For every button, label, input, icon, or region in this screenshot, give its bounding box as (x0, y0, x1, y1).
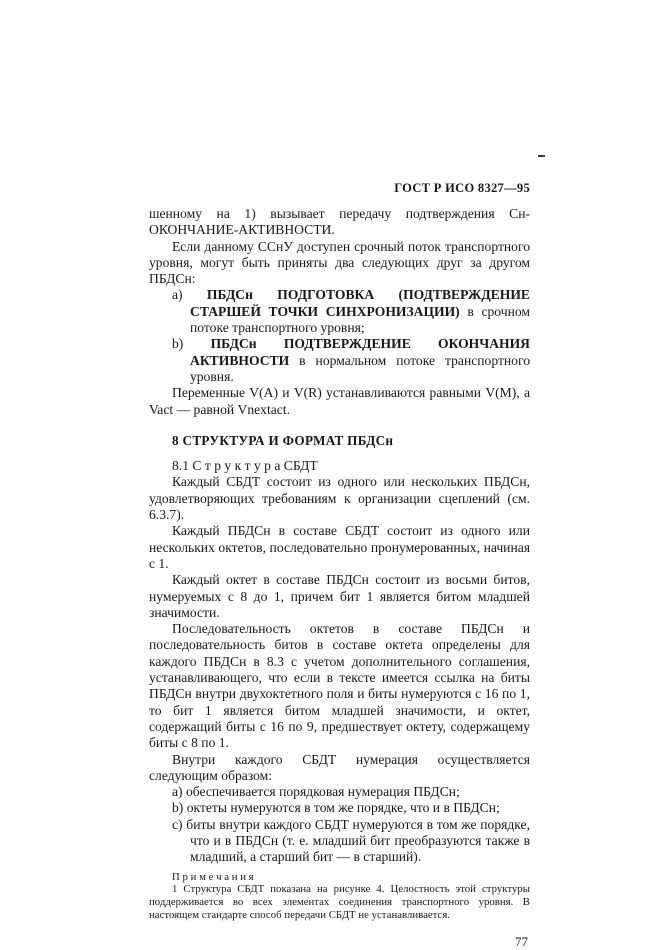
paragraph-sbdt-composition: Каждый СБДТ состоит из одного или нескольких ПБДСн, удовлетворяющих требованиям к организации сцеплений (см. 6.3.7). (149, 474, 530, 523)
paragraph-octet-bits: Каждый октет в составе ПБДСн состоит из восьми битов, нумеруемых с 8 до 1, причем бит 1 является битом младшей значимости. (149, 572, 530, 620)
paragraph-urgent-flow-intro: Если данному ССнУ доступен срочный поток транспортного уровня, могут быть приняты два следующих друг за другом ПБДСн: (149, 238, 530, 287)
subsection-heading-8-1: 8.1 С т р у к т у р а СБДТ (172, 458, 318, 474)
list-item-a (149, 287, 530, 336)
paragraph-continuation: шенному на 1) вызывает передачу подтверждения Сн-ОКОНЧАНИЕ-АКТИВНОСТИ. (149, 206, 530, 238)
list-item-text: биты внутри каждого СБДТ нумеруются в том же порядке, что и в ПБДСн (т. е. младший бит преобразуются также в младший, а старший бит — в старший). (186, 816, 530, 865)
list-item-text: октеты нумеруются в том же порядке, что и в ПБДСн; (186, 800, 500, 816)
list-item-rest-text: в нормальном потоке транспортного уровня. (190, 352, 530, 384)
page-number: 77 (515, 933, 528, 949)
numbering-list-item-a (149, 784, 530, 800)
numbering-list-item-c (149, 817, 530, 866)
list-marker: b) (172, 336, 184, 352)
paragraph-sequence-rules: Последовательность октетов в составе ПБДСн и последовательность битов в составе октета определены для каждого ПБДСн в 8.3 с учетом дополнительного соглашения, устанавливающего, что если в тексте имеется ссылка на биты ПБДСн внутри двухоктетного поля и биты нумеруются с 16 по 1, то бит 1 является битом младшей значимости, и октет, содержащий биты с 16 по 9, предшествует октету, содержащему биты с 8 по 1. (149, 621, 530, 751)
text-column (149, 181, 530, 950)
list-item-b (149, 336, 530, 385)
section-heading-8: 8 СТРУКТУРА И ФОРМАТ ПБДСн (172, 432, 394, 448)
paragraph-numbering-intro: Внутри каждого СБДТ нумерация осуществляется следующим образом: (149, 751, 530, 783)
list-item-bold-text: ПБДСн ПОДГОТОВКА (ПОДТВЕРЖДЕНИЕ СТАРШЕЙ ТОЧКИ СИНХРОНИЗАЦИИ) (190, 287, 530, 319)
numbering-list-item-b (149, 800, 530, 816)
list-marker: а) (172, 287, 183, 303)
list-item-text: обеспечивается порядковая нумерация ПБДСн; (185, 784, 460, 800)
notes-heading: П р и м е ч а н и я (172, 870, 254, 883)
doc-code-header: ГОСТ Р ИСО 8327—95 (394, 181, 530, 195)
paragraph-pbdsn-octets: Каждый ПБДСн в составе СБДТ состоит из одного или нескольких октетов, последовательно пронумерованных, начиная с 1. (149, 523, 530, 571)
list-marker: b) (172, 800, 184, 816)
list-item-bold-text: ПБДСн ПОДТВЕРЖДЕНИЕ ОКОНЧАНИЯ АКТИВНОСТИ (190, 336, 530, 368)
list-marker: а) (172, 784, 183, 800)
note-1-text: 1 Структура СБДТ показана на рисунке 4. Целостность этой структуры поддерживается во всех элементах соединения транспортного уровня. В настоящем стандарте способ передачи СБДТ не устанавливается. (149, 883, 530, 921)
paragraph-variables: Переменные V(A) и V(R) устанавливаются равными V(M), а Vact — равной Vnextact. (149, 385, 530, 417)
scan-dash-mark (538, 155, 545, 157)
list-item-rest-text: в срочном потоке транспортного уровня; (190, 303, 530, 336)
notes-block (149, 871, 530, 922)
list-marker: с) (172, 816, 183, 832)
